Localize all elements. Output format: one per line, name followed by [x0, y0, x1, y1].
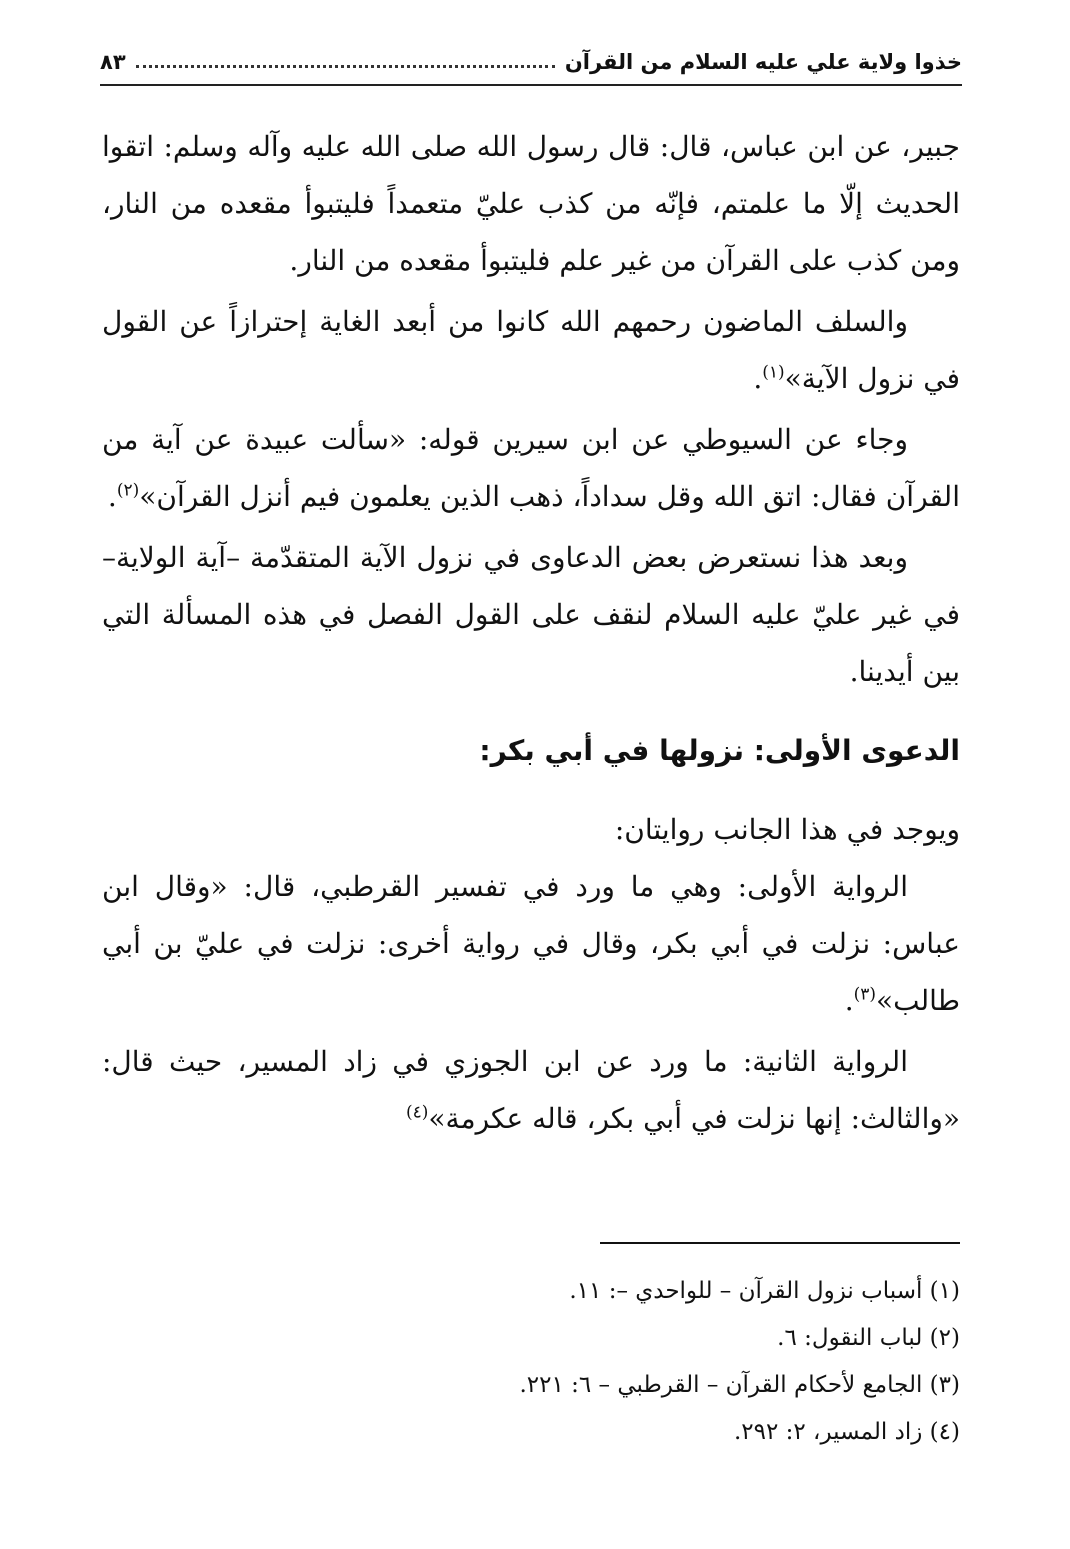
paragraph-text: وجاء عن السيوطي عن ابن سيرين قوله: «سألت عبيدة عن آية من القرآن فقال: اتق الله وقل سداداً، ذهب الذين يعلمون فيم أنزل القرآن» — [102, 423, 960, 513]
paragraph-tail: . — [844, 984, 854, 1017]
footnote: (١) أسباب نزول القرآن – للواحدي –: ١١. — [569, 1278, 960, 1304]
body-text — [102, 118, 960, 1147]
footnote-ref[interactable]: (١) — [762, 362, 785, 383]
header-dot-leader — [136, 65, 555, 68]
paragraph — [102, 293, 960, 407]
footnote-ref[interactable]: (٢) — [116, 480, 140, 501]
paragraph-tail: . — [107, 480, 117, 513]
paragraph-text: وبعد هذا نستعرض بعض الدعاوى في نزول الآية المتقدّمة –آية الولاية– في غير عليّ عليه السلام لنقف على القول الفصل في هذه المسألة التي بين أيدينا. — [102, 541, 960, 688]
header-title: خذوا ولاية علي عليه السلام من القرآن — [564, 50, 962, 74]
paragraph-text: ويوجد في هذا الجانب روايتان: — [614, 813, 960, 846]
footnotes — [102, 1268, 960, 1456]
paragraph — [102, 801, 960, 858]
paragraph — [102, 411, 960, 525]
section-heading-text: الدعوى الأولى: نزولها في أبي بكر: — [479, 734, 960, 767]
section-heading — [102, 722, 960, 779]
paragraph — [102, 1033, 960, 1147]
page-number: ٨٣ — [100, 50, 126, 74]
paragraph — [102, 529, 960, 700]
footnote-ref[interactable]: (٤) — [406, 1102, 429, 1123]
footnote-separator — [600, 1242, 960, 1244]
footnote: (٣) الجامع لأحكام القرآن – القرطبي – ٦: ٢٢١. — [519, 1372, 960, 1398]
paragraph — [102, 858, 960, 1029]
paragraph-text: والسلف الماضون رحمهم الله كانوا من أبعد الغاية إحترازاً عن القول في نزول الآية» — [102, 305, 960, 395]
paragraph-tail: . — [753, 362, 763, 395]
footnote: (٤) زاد المسير، ٢: ٢٩٢. — [733, 1419, 960, 1445]
footnote-ref[interactable]: (٣) — [853, 984, 877, 1005]
paragraph-text: جبير، عن ابن عباس، قال: قال رسول الله صلى الله عليه وآله وسلم: اتقوا الحديث إلّا ما علمتم، فإنّه من كذب عليّ متعمداً فليتبوأ مقعده من النار، ومن كذب على القرآن من غير علم فليتبوأ مقعده من النار. — [102, 130, 960, 277]
footnote: (٢) لباب النقول: ٦. — [777, 1325, 960, 1351]
running-header — [100, 40, 962, 86]
paragraph-text: الرواية الثانية: ما ورد عن ابن الجوزي في زاد المسير، حيث قال: «والثالث: إنها نزلت في أبي بكر، قاله عكرمة» — [102, 1045, 960, 1135]
paragraph-text: الرواية الأولى: وهي ما ورد في تفسير القرطبي، قال: «وقال ابن عباس: نزلت في أبي بكر، وقال في رواية أخرى: نزلت في عليّ بن أبي طالب» — [102, 870, 960, 1017]
paragraph — [102, 118, 960, 289]
